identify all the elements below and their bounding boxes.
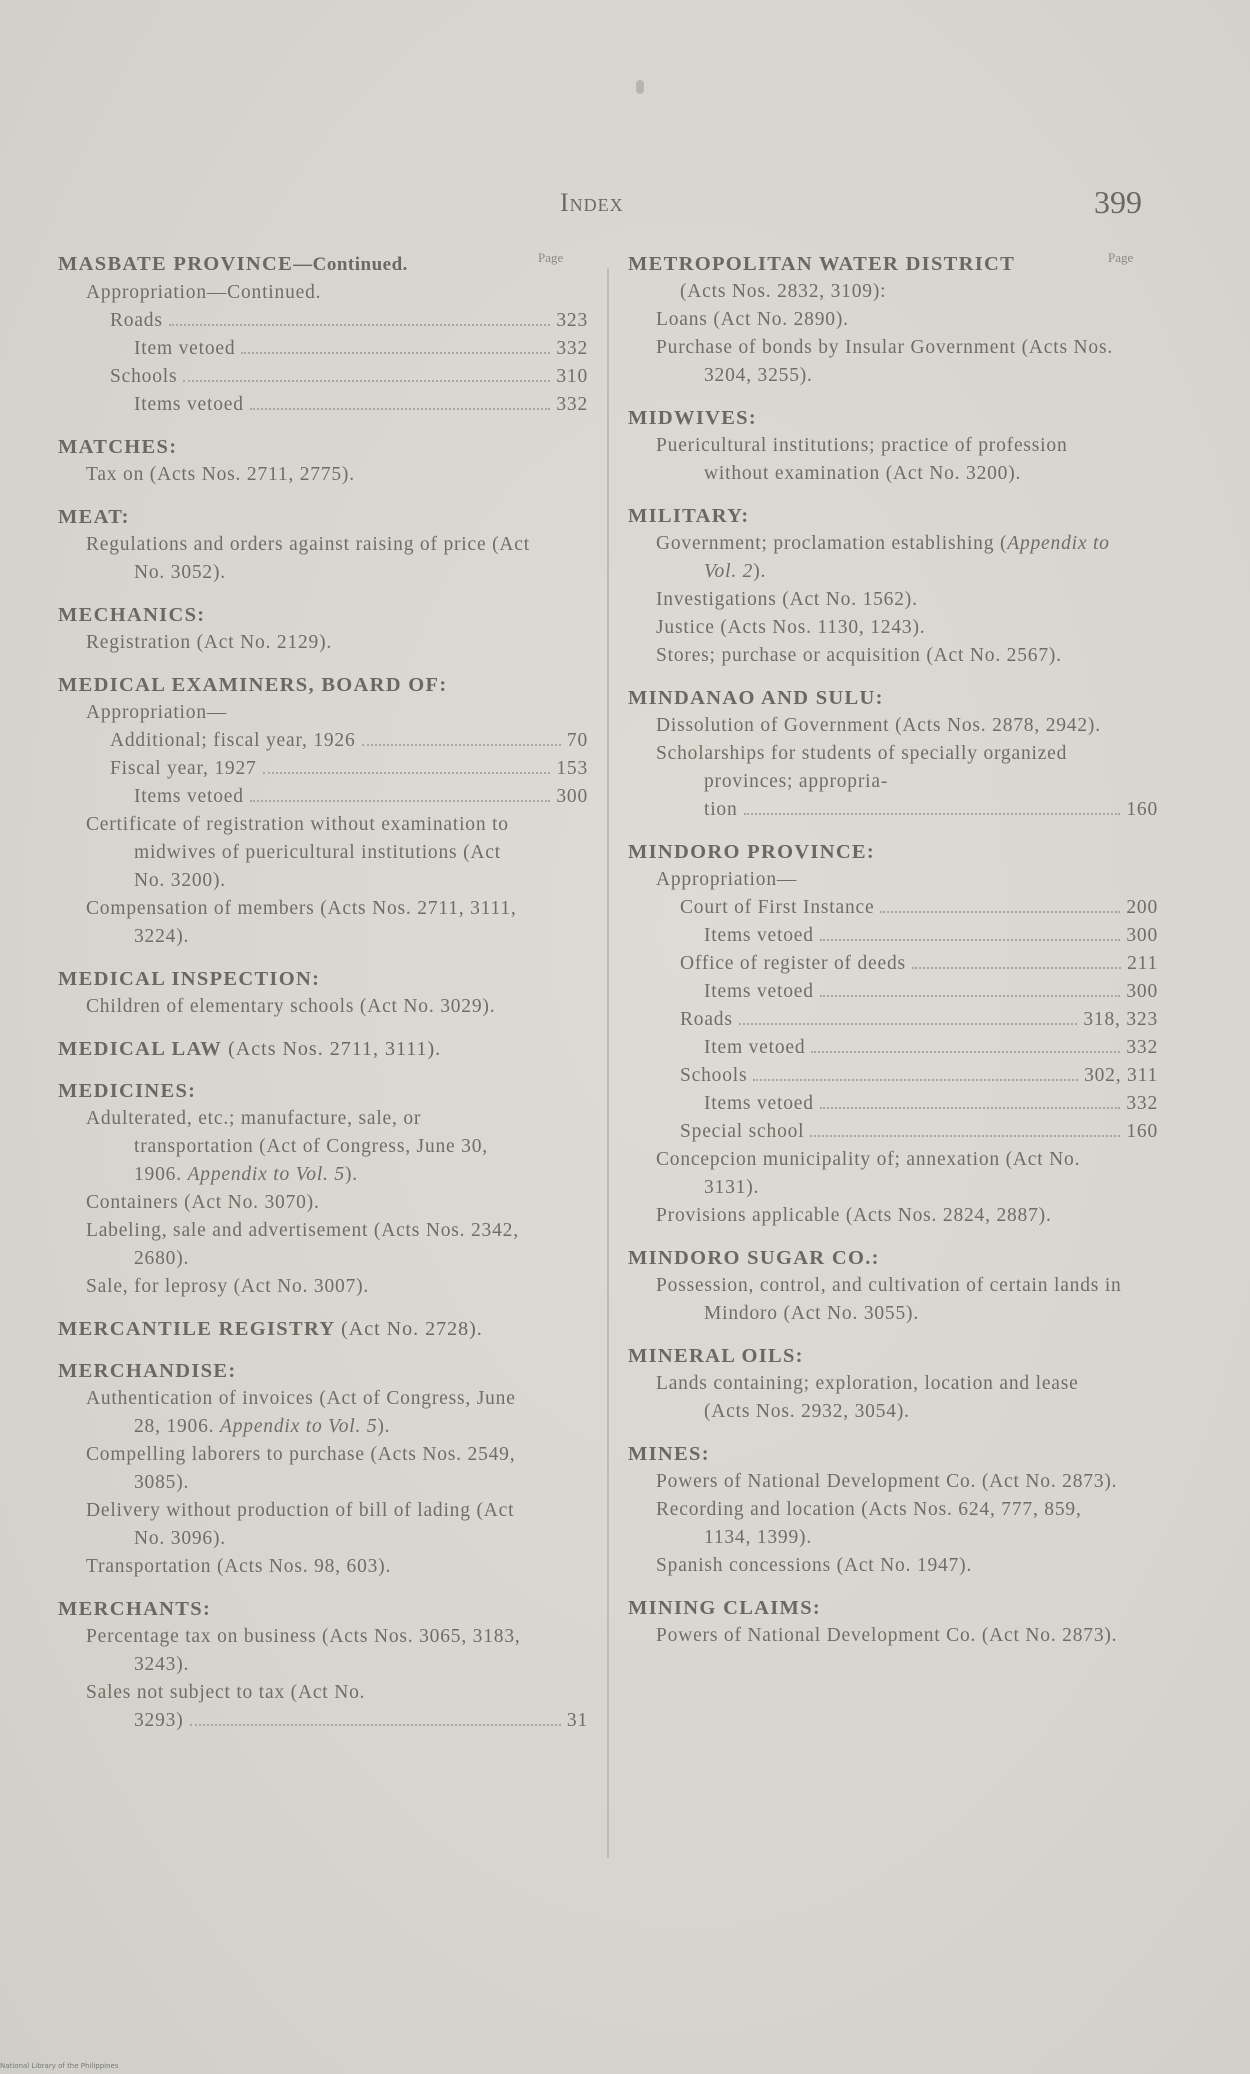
subentry: Scholarships for students of specially organized provinces; appropria- [656, 743, 1068, 792]
index-entry [628, 250, 1158, 390]
subentry: Compelling laborers to purchase (Acts Nos. 2549, 3085). [86, 1444, 516, 1493]
index-entry [58, 433, 588, 489]
subentry: Appropriation— [656, 869, 798, 890]
page-ref-line: Additional; fiscal year, 1926 70 [110, 730, 588, 751]
page-ref-line: Roads 318, 323 [680, 1009, 1158, 1030]
page-title: Index [560, 188, 624, 217]
page-ref-line: Items vetoed 332 [134, 394, 588, 415]
page-ref-line: Special school 160 [680, 1121, 1158, 1142]
index-entry [58, 1595, 588, 1735]
entry-heading: MINDORO PROVINCE: [628, 841, 876, 863]
index-entry [628, 502, 1158, 670]
index-entry [628, 1594, 1158, 1650]
page-ref-line: 3293) 31 [134, 1710, 588, 1731]
entry-heading: MATCHES: [58, 436, 178, 458]
page-ref-line: Items vetoed 300 [704, 981, 1158, 1002]
subentry: Puericultural institutions; practice of profession without examination (Act No. 3200). [656, 435, 1068, 484]
subentry: Justice (Acts Nos. 1130, 1243). [656, 617, 926, 638]
index-entry [58, 1035, 588, 1063]
entry-heading: MINDANAO AND SULU: [628, 687, 884, 709]
subentry: Powers of National Development Co. (Act No. 2873). [656, 1625, 1118, 1646]
subentry: Sales not subject to tax (Act No. [86, 1682, 366, 1703]
subentry: (Acts Nos. 2832, 3109): [680, 281, 887, 302]
entry-heading: MEAT: [58, 506, 130, 528]
subentry: Appropriation— [86, 702, 228, 723]
subentry: Loans (Act No. 2890). [656, 309, 849, 330]
page-column-label-left: Page [538, 250, 564, 265]
page-ref-line: Office of register of deeds 211 [680, 953, 1158, 974]
index-entry [628, 684, 1158, 824]
page-ref-line: Items vetoed 300 [704, 925, 1158, 946]
index-entry [58, 601, 588, 657]
entry-heading: MILITARY: [628, 505, 750, 527]
page-ref-line: Schools 310 [110, 366, 588, 387]
entry-heading: MEDICAL EXAMINERS, BOARD OF: [58, 674, 448, 696]
entry-heading: MERCHANDISE: [58, 1360, 237, 1382]
index-entry [628, 404, 1158, 488]
subentry: Percentage tax on business (Acts Nos. 3065, 3183, 3243). [86, 1626, 521, 1675]
subentry: Compensation of members (Acts Nos. 2711, 3111, 3224). [86, 898, 517, 947]
entry-heading: MEDICAL LAW (Acts Nos. 2711, 3111). [58, 1038, 442, 1060]
subentry: Government; proclamation establishing (Appendix to Vol. 2). [656, 533, 1110, 582]
scan-footer: National Library of the Philippines [0, 2062, 119, 2070]
subentry: Recording and location (Acts Nos. 624, 777, 859, 1134, 1399). [656, 1499, 1082, 1548]
page-number: 399 [1094, 184, 1142, 220]
subentry: Concepcion municipality of; annexation (Act No. 3131). [656, 1149, 1081, 1198]
entry-heading: MIDWIVES: [628, 407, 758, 429]
subentry: Transportation (Acts Nos. 98, 603). [86, 1556, 392, 1577]
subentry: Spanish concessions (Act No. 1947). [656, 1555, 973, 1576]
index-entry [628, 838, 1158, 1230]
entry-heading: MINDORO SUGAR CO.: [628, 1247, 880, 1269]
column-divider [607, 268, 609, 1858]
page-column-label-right: Page [1108, 250, 1134, 265]
index-column-right [628, 250, 1158, 1664]
index-entry [58, 965, 588, 1021]
subentry: Investigations (Act No. 1562). [656, 589, 918, 610]
page-ref-line: Schools 302, 311 [680, 1065, 1158, 1086]
page-ref-line: Item vetoed 332 [704, 1037, 1158, 1058]
subentry: Sale, for leprosy (Act No. 3007). [86, 1276, 370, 1297]
subentry: Children of elementary schools (Act No. 3029). [86, 996, 496, 1017]
index-entry [628, 1244, 1158, 1328]
entry-heading: MERCHANTS: [58, 1598, 212, 1620]
index-entry [628, 1342, 1158, 1426]
entry-heading: MEDICINES: [58, 1080, 197, 1102]
entry-heading: MERCANTILE REGISTRY (Act No. 2728). [58, 1318, 483, 1340]
entry-heading: MINES: [628, 1443, 710, 1465]
subentry: Adulterated, etc.; manufacture, sale, or transportation (Act of Congress, June 30, 1906. Appendix to Vol. 5). [86, 1108, 488, 1185]
index-entry [58, 671, 588, 951]
page-ref-line: Fiscal year, 1927 153 [110, 758, 588, 779]
page-ref-line: Roads 323 [110, 310, 588, 331]
subentry: Registration (Act No. 2129). [86, 632, 333, 653]
page-ref-line: Items vetoed 300 [134, 786, 588, 807]
subentry: Delivery without production of bill of lading (Act No. 3096). [86, 1500, 515, 1549]
subentry: Certificate of registration without examination to midwives of puericultural institutions (Act No. 3200). [86, 814, 509, 891]
index-entry [58, 1315, 588, 1343]
subentry: Dissolution of Government (Acts Nos. 2878, 2942). [656, 715, 1101, 736]
page-ref-line: Items vetoed 332 [704, 1093, 1158, 1114]
page-ref-line: Court of First Instance 200 [680, 897, 1158, 918]
index-entry [58, 1077, 588, 1301]
subentry: Regulations and orders against raising of price (Act No. 3052). [86, 534, 530, 583]
subentry: Authentication of invoices (Act of Congress, June 28, 1906. Appendix to Vol. 5). [86, 1388, 516, 1437]
page-ref-line: Item vetoed 332 [134, 338, 588, 359]
subentry: Lands containing; exploration, location and lease (Acts Nos. 2932, 3054). [656, 1373, 1079, 1422]
subentry: Purchase of bonds by Insular Government (Acts Nos. 3204, 3255). [656, 337, 1114, 386]
index-entry [58, 503, 588, 587]
subentry: Containers (Act No. 3070). [86, 1192, 320, 1213]
entry-heading: MEDICAL INSPECTION: [58, 968, 321, 990]
subentry: Labeling, sale and advertisement (Acts Nos. 2342, 2680). [86, 1220, 519, 1269]
index-entry [628, 1440, 1158, 1580]
index-entry [58, 1357, 588, 1581]
entry-heading: METROPOLITAN WATER DISTRICT [628, 253, 1016, 275]
subentry: Stores; purchase or acquisition (Act No. 2567). [656, 645, 1062, 666]
entry-heading: MECHANICS: [58, 604, 206, 626]
entry-heading: MINERAL OILS: [628, 1345, 804, 1367]
index-entry [58, 250, 588, 419]
page-ref-line: tion 160 [704, 799, 1158, 820]
subentry: Provisions applicable (Acts Nos. 2824, 2887). [656, 1205, 1052, 1226]
index-column-left [58, 250, 588, 1749]
subentry: Appropriation—Continued. [86, 282, 322, 303]
subentry: Tax on (Acts Nos. 2711, 2775). [86, 464, 355, 485]
paper-speck [636, 80, 644, 94]
subentry: Powers of National Development Co. (Act No. 2873). [656, 1471, 1118, 1492]
entry-heading: MASBATE PROVINCE—Continued. [58, 253, 408, 275]
subentry: Possession, control, and cultivation of certain lands in Mindoro (Act No. 3055). [656, 1275, 1122, 1324]
entry-heading: MINING CLAIMS: [628, 1597, 822, 1619]
